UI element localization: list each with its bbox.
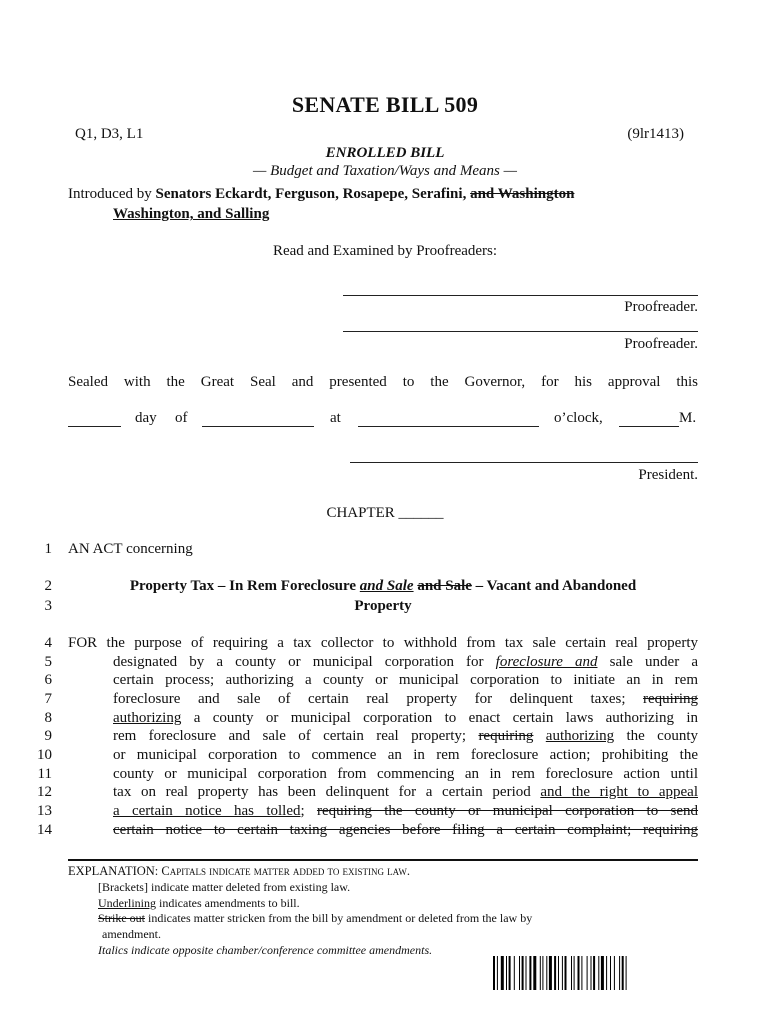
- day-blank: [68, 412, 121, 427]
- meridiem-suffix: M.: [679, 410, 697, 426]
- barcode-bar: [529, 956, 531, 990]
- line-number: 13: [37, 803, 52, 819]
- barcode-bar: [558, 956, 559, 990]
- president-label: President.: [638, 467, 698, 483]
- barcode-bar: [581, 956, 582, 990]
- line-number: 4: [44, 635, 52, 651]
- barcode-bar: [549, 956, 552, 990]
- strikeout-word: Strike out: [98, 911, 145, 925]
- barcode-bar: [493, 956, 495, 990]
- struck-sponsor: and Washington: [470, 186, 575, 202]
- struck-text: requiring the county or municipal corporation to send: [316, 803, 699, 819]
- proofreader-label-1: Proofreader.: [624, 299, 698, 315]
- line-number: 11: [37, 766, 52, 782]
- text-run: the county: [614, 728, 699, 744]
- text-run: foreclosure and sale of certain real property for delinquent taxes;: [113, 691, 644, 707]
- line-number: 9: [44, 728, 52, 744]
- legend-text: indicate matter deleted from existing law.: [147, 880, 351, 894]
- proofreaders-heading: Read and Examined by Proofreaders:: [272, 243, 498, 259]
- barcode-bar: [526, 956, 527, 990]
- bill-short-title-cont: Property: [354, 598, 412, 614]
- chapter-line: CHAPTER ______: [326, 505, 444, 521]
- purpose-line: [113, 710, 698, 727]
- subject-codes: Q1, D3, L1: [75, 126, 144, 142]
- lr-number: (9lr1413): [627, 126, 684, 142]
- introduced-prefix: Introduced by: [68, 186, 156, 202]
- introduced-by: [68, 186, 574, 203]
- barcode-bar: [601, 956, 604, 990]
- explanation-capitals: Capitals indicate matter added to existing law.: [161, 864, 410, 878]
- line-number: 8: [44, 710, 52, 726]
- underlined-amendment: and the right to appeal: [540, 784, 698, 800]
- month-blank: [202, 412, 314, 427]
- barcode-bar: [546, 956, 547, 990]
- brackets-word: [Brackets]: [98, 880, 148, 894]
- line-number: 7: [44, 691, 52, 707]
- barcode-bar: [626, 956, 627, 990]
- line-number: 3: [44, 598, 52, 614]
- underlined-amendment: authorizing: [113, 710, 182, 726]
- legend-strikeout-cont: amendment.: [102, 927, 161, 941]
- explanation-heading: [68, 864, 410, 879]
- barcode-bar: [497, 956, 498, 990]
- purpose-line: certain process; authorizing a county or municipal corporation to initiate an in rem: [113, 672, 698, 688]
- barcode-bar: [540, 956, 541, 990]
- barcode-bar: [598, 956, 599, 990]
- barcode-bar: [591, 956, 592, 990]
- enrolled-label: ENROLLED BILL: [325, 145, 445, 161]
- purpose-line: [113, 728, 698, 745]
- barcode-bar: [514, 956, 515, 990]
- purpose-line: county or municipal corporation from commencing an in rem foreclosure action until: [113, 766, 698, 782]
- oclock-word: o’clock,: [554, 410, 603, 426]
- line-number: 6: [44, 672, 52, 688]
- barcode-bar: [574, 956, 575, 990]
- struck-line: certain notice to certain taxing agencies before filing a certain complaint; requiring: [113, 822, 698, 838]
- barcode-bar: [622, 956, 624, 990]
- barcode-bar: [565, 956, 567, 990]
- short-title-part: – Vacant and Abandoned: [471, 578, 637, 594]
- explanation-label: EXPLANATION:: [68, 864, 162, 878]
- italic-amendment: and Sale: [359, 578, 414, 594]
- barcode-bar: [554, 956, 556, 990]
- date-time-line: [68, 410, 698, 432]
- barcode-bar: [522, 956, 524, 990]
- text-run: tax on real property has been delinquent for a certain period: [113, 784, 541, 800]
- bill-title: SENATE BILL 509: [291, 92, 479, 117]
- line-number: 10: [37, 747, 52, 763]
- meridiem-blank: [619, 412, 679, 427]
- text-run: sale under a: [597, 654, 698, 670]
- sealed-sentence: Sealed with the Great Seal and presented to the Governor, for his approval this: [68, 374, 698, 390]
- purpose-line: or municipal corporation to commence an in rem foreclosure action; prohibiting the: [113, 747, 698, 763]
- proofreader-label-2: Proofreader.: [624, 336, 698, 352]
- day-word: day: [135, 410, 157, 426]
- committee-line: — Budget and Taxation/Ways and Means —: [253, 163, 517, 179]
- legend-italics: Italics indicate opposite chamber/conference committee amendments.: [98, 943, 433, 957]
- text-run: a county or municipal corporation to enact certain laws authorizing in: [181, 710, 698, 726]
- purpose-line: [113, 784, 698, 801]
- barcode-bar: [571, 956, 572, 990]
- at-word: at: [330, 410, 341, 426]
- footer-rule: [68, 859, 698, 861]
- line-number: 14: [37, 822, 52, 838]
- barcode-bar: [593, 956, 595, 990]
- bill-short-title: [68, 578, 698, 595]
- line-number: 1: [44, 541, 52, 557]
- barcode-bar: [506, 956, 507, 990]
- barcode: [493, 956, 679, 990]
- time-blank: [358, 412, 539, 427]
- text-run: rem foreclosure and sale of certain real property;: [113, 728, 479, 744]
- line-number: 12: [37, 784, 52, 800]
- purpose-line: [113, 691, 698, 708]
- underlined-amendment: authorizing: [545, 728, 615, 744]
- purpose-line: FOR the purpose of requiring a tax collector to withhold from tax sale certain real property: [68, 635, 698, 651]
- barcode-bar: [619, 956, 620, 990]
- barcode-bar: [509, 956, 511, 990]
- barcode-bar: [610, 956, 611, 990]
- line-number: 2: [44, 578, 52, 594]
- underlining-word: Underlining: [98, 896, 156, 910]
- text-run: ;: [300, 803, 317, 819]
- barcode-bar: [542, 956, 543, 990]
- added-sponsors: Washington, and Salling: [113, 206, 270, 222]
- legend-strikeout: [98, 911, 532, 926]
- underlined-amendment: a certain notice has tolled: [113, 803, 301, 819]
- struck-text: requiring: [478, 728, 534, 744]
- text-run: designated by a county or municipal corporation for: [113, 654, 496, 670]
- proofreader-signature-line-1: [343, 295, 698, 296]
- barcode-bar: [614, 956, 615, 990]
- purpose-line: [113, 803, 698, 820]
- barcode-bar: [587, 956, 588, 990]
- sponsors: Senators Eckardt, Ferguson, Rosapepe, Serafini,: [155, 186, 467, 202]
- italic-amendment: foreclosure and: [495, 654, 598, 670]
- legend-underlining: [98, 896, 300, 911]
- purpose-line: [113, 654, 698, 671]
- legend-text: indicates matter stricken from the bill by amendment or deleted from the law by: [145, 911, 533, 925]
- legend-brackets: [98, 880, 350, 895]
- barcode-bar: [606, 956, 607, 990]
- barcode-bar: [519, 956, 520, 990]
- barcode-bar: [578, 956, 580, 990]
- barcode-bar: [562, 956, 563, 990]
- of-word: of: [175, 410, 188, 426]
- barcode-bar: [533, 956, 536, 990]
- short-title-part: Property Tax – In Rem Foreclosure: [129, 578, 360, 594]
- line-number: 5: [44, 654, 52, 670]
- president-signature-line: [350, 462, 698, 463]
- barcode-bar: [501, 956, 504, 990]
- legend-text: indicates amendments to bill.: [156, 896, 300, 910]
- struck-text: and Sale: [417, 578, 472, 594]
- struck-text: requiring: [643, 691, 698, 707]
- proofreader-signature-line-2: [343, 331, 698, 332]
- act-concerning: AN ACT concerning: [68, 541, 193, 557]
